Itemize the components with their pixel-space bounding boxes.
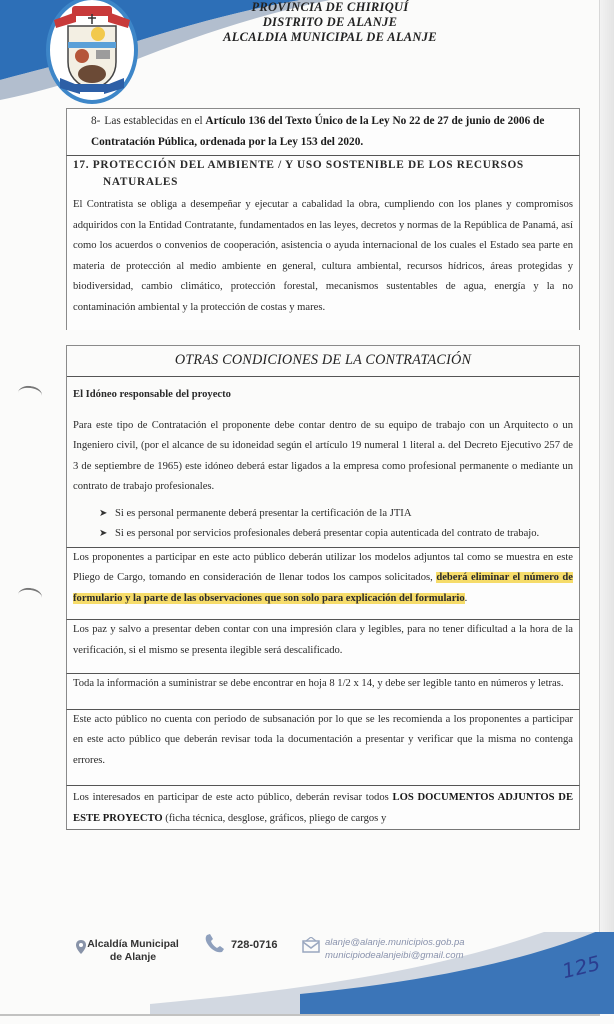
footer-location [78,938,188,964]
page-edge [599,0,614,1024]
letterhead-district: DISTRITO DE ALANJE [262,15,398,29]
otras-condiciones-title: OTRAS CONDICIONES DE LA CONTRATACIÓN [67,346,579,377]
handwritten-page-number: 125 [559,950,603,984]
subsanacion-paragraph: Este acto público no cuenta con periodo de subsanación por lo que se les recomienda a los proponentes a participar en este acto público que deberán revisar toda la documentación a presentar y verificar que la misma no contenga errores. [66,709,580,786]
binder-hole-mark [17,384,43,403]
highlighted-text: deberá eliminar el número de formulario y la parte de las observaciones que son solo para explicación del formulario [73,572,573,604]
idoneo-bullets [67,498,579,547]
item-bold-text: Artículo 136 del Texto Único de la Ley No 22 de 27 de junio de 2006 de Contratación Pública, ordenada por la Ley 153 del 2020. [91,115,545,148]
interesados-text-end: (ficha técnica, desglose, gráficos, pliego de cargos y [162,812,387,824]
footer-email: alanje@alanje.municipios.gob.pa [325,937,465,948]
letterhead-municipality: ALCALDIA MUNICIPAL DE ALANJE [223,30,437,44]
modelos-end: . [464,592,468,604]
section-17-title-line: NATURALES [103,176,179,188]
footer-location-line: Alcaldía Municipal [87,938,179,950]
modelos-text: Los proponentes a participar en este acto público deberán utilizar los modelos adjuntos tal como se muestra en este Pliego de Cargo, tomando en consideración de llenar todos los campos solicitados, [73,551,573,583]
modelos-paragraph [66,547,580,620]
arrowhead-bullet-icon: ➤ [99,528,108,539]
section-17 [66,155,580,330]
section-17-body: El Contratista se obliga a desempeñar y ejecutar a cabalidad la obra, cumpliendo con los planes y compromisos adquiridos con la Entidad Contratante, fundamentados en las leyes, decretos y normas de la República de Panamá, así como los acuerdos o convenios de cooperación, asistencia o ayuda internacional de los cuales el Estado sea parte en materia de protección al medio ambiente en general, cultura ambiental, recursos hídricos, áreas protegidas y biodiversidad, cambio climático, protección forestal, mecanismos sustentables de agua, energía y la no contaminación ambiental y la protección de costas y mares. [73,199,573,313]
letterhead-province: PROVINCIA DE CHIRIQUÍ [251,0,409,14]
footer-phone: 728-0716 [231,939,278,951]
binder-hole-mark [17,586,43,605]
idoneo-body: Para este tipo de Contratación el proponente debe contar dentro de su equipo de trabajo con un Arquitecto o un Ingeniero civil, (por el alcance de su idoneidad según el artículo 19 numeral 1 literal a. del Decreto Ejecutivo 257 de 3 de septiembre de 1965) este idóneo deberá estar ligados a la empresa como profesional permanente o mediante un contrato de trabajo profesionales. [73,419,573,492]
section-17-title [67,156,579,195]
section-17-title-line: 17. PROTECCIÓN DEL AMBIENTE / Y USO SOSTENIBLE DE LOS RECURSOS [73,159,524,171]
item-text: Las establecidas en el [104,115,206,127]
otras-condiciones [66,345,580,547]
bullet-text: Si es personal permanente deberá presentar la certificación de la JTIA [115,507,412,519]
interesados-text: Los interesados en participar de este acto público, deberán revisar todos [73,792,393,803]
bullet-item [101,504,573,525]
hoja-paragraph: Toda la información a suministrar se debe encontrar en hoja 8 1/2 x 14, y debe ser legible tanto en números y letras. [66,673,580,709]
item-8 [66,108,580,155]
item-number: 8- [91,115,101,127]
footer-emails [325,936,465,962]
document-body [66,108,580,830]
footer-location-line: de Alanje [109,951,157,963]
footer-email: municipiodealanjeibi@gmail.com [325,950,464,961]
arrowhead-bullet-icon: ➤ [99,507,108,519]
bullet-item [101,524,573,545]
interesados-bold: LOS DOCUMENTOS ADJUNTOS DE ESTE PROYECTO [73,792,574,824]
paz-salvo-paragraph: Los paz y salvo a presentar deben contar con una impresión clara y legibles, para no tener dificultad a la hora de la verificación, si el mismo se presenta ilegible será descalificado. [66,619,580,673]
idoneo-label: El Idóneo responsable del proyecto [73,389,231,400]
interesados-paragraph [66,785,580,830]
letterhead [180,0,480,45]
municipal-crest-icon [46,0,138,104]
bullet-text: Si es personal por servicios profesionales deberá presentar copia autenticada del contrato de trabajo. [115,528,540,539]
footer [0,932,614,1024]
